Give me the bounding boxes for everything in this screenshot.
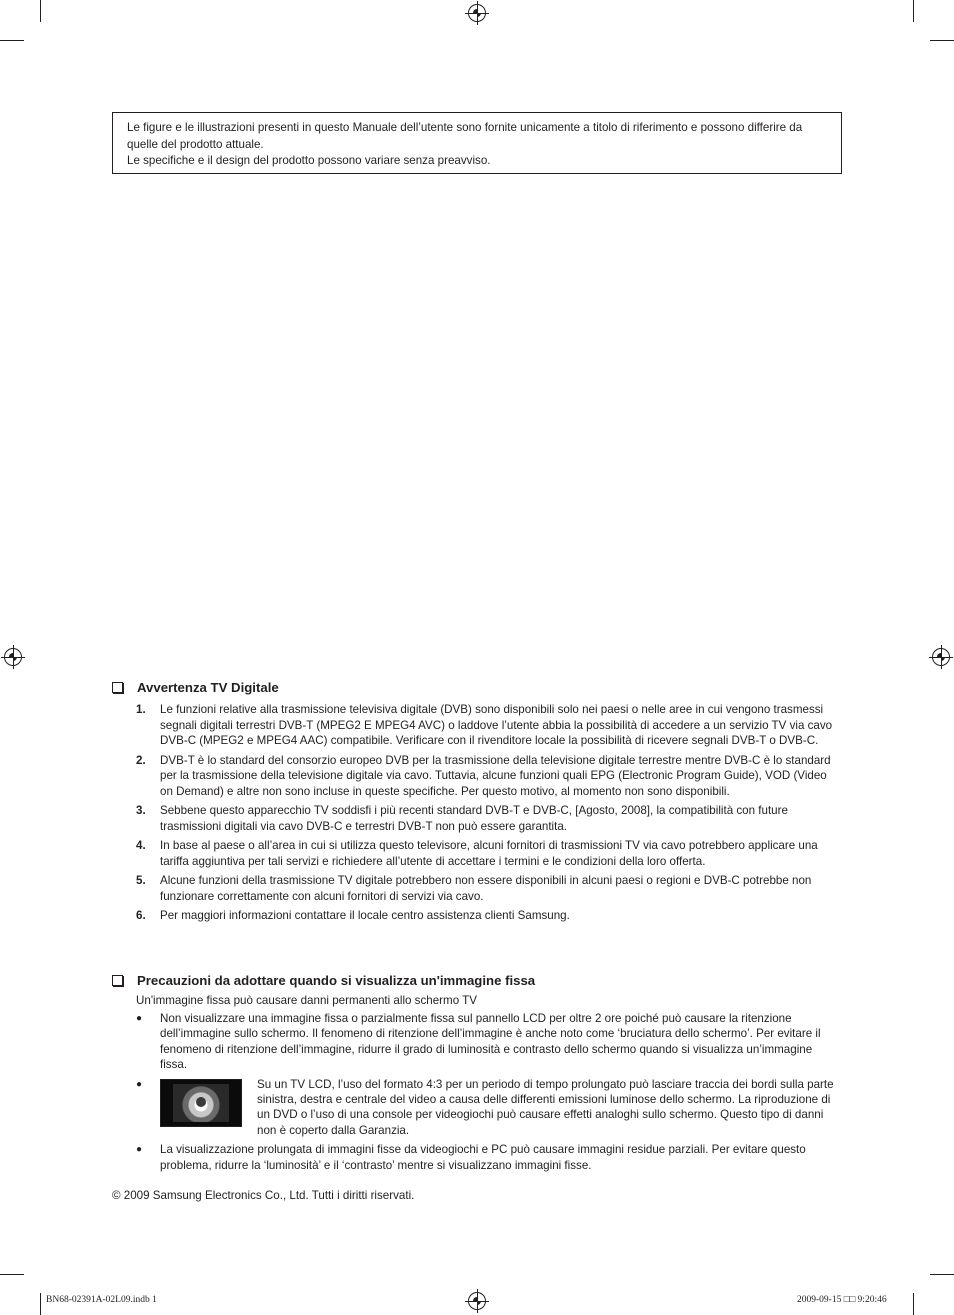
item-text: Su un TV LCD, l’uso del formato 4:3 per un periodo di tempo prolungato può lasciare traccia dei bordi sulla parte sinistra, destra e centrale del video a causa delle differenti emissioni luminose dello schermo. La riproduzione di un DVD o l’uso di una console per videogiochi può causare effetti analoghi sullo schermo. Questo tipo di danni non è coperto dalla Garanzia. [257,1077,834,1137]
list-item [136,873,842,904]
item-number: 3. [136,804,146,817]
crop-mark [930,40,954,41]
bullet-icon: ● [136,1078,143,1090]
list-item [136,702,842,749]
bullet-icon: ● [136,1013,143,1024]
crop-mark [40,1293,41,1315]
footer-timestamp: 2009-09-15 □□ 9:20:46 [797,1295,887,1305]
crop-mark [913,1293,914,1315]
crop-mark [913,0,914,22]
item-text: Non visualizzare una immagine fissa o parzialmente fissa sul pannello LCD per oltre 2 ore poiché può causare la ritenzione dell’immagine sullo schermo. Il fenomeno di ritenzione dell’immagine è anche noto come ‘bruciatura dello schermo’. Per evitare il fenomeno di ritenzione dell’immagine, ridurre il grado di luminosità e contrasto dello schermo quando si visualizza un’immagine fissa. [160,1012,821,1072]
crop-mark [0,1274,24,1275]
list-item [136,1011,842,1073]
crop-mark [40,0,41,22]
checkbox-bullet-icon [112,682,123,693]
list-item [136,908,842,924]
item-number: 4. [136,839,146,852]
checkbox-bullet-icon [112,975,123,986]
tv-still-image-illustration [160,1079,242,1127]
item-number: 1. [136,703,146,716]
item-number: 2. [136,753,146,767]
registration-mark-icon [4,648,22,666]
section-title: Precauzioni da adottare quando si visualizza un'immagine fissa [137,973,536,988]
list-item [136,1077,842,1139]
item-number: 6. [136,909,146,922]
item-text: La visualizzazione prolungata di immagini fisse da videogiochi e PC può causare immagini residue parziali. Per evitare questo problema, ridurre la ‘luminosità’ e il ‘contrasto’ mentre si visualizzano immagini fisse. [160,1143,806,1172]
disclaimer-line: Le figure e le illustrazioni presenti in questo Manuale dell’utente sono fornite unicamente a titolo di riferimento e possono differire da quelle del prodotto attuale. [127,121,803,151]
copyright-text: © 2009 Samsung Electronics Co., Ltd. Tutti i diritti riservati. [112,1189,415,1202]
list-item [136,753,842,800]
item-with-image [160,1077,842,1139]
numbered-list [136,702,842,928]
footer-filename: BN68-02391A-02L09.indb 1 [46,1295,157,1305]
registration-mark-icon [468,1292,486,1310]
item-text: DVB-T è lo standard del consorzio europeo DVB per la trasmissione della televisione digitale terrestre mentre DVB-C è lo standard per la trasmissione della televisione digitale via cavo. Tuttavia, alcune funzioni quali EPG (Electronic Program Guide), VOD (Video on Demand) e altre non sono incluse in queste specifiche. Per questo motivo, al momento non sono disponibili. [160,753,831,798]
section-intro: Un'immagine fissa può causare danni permanenti allo schermo TV [136,994,477,1007]
section-title: Avvertenza TV Digitale [137,680,279,695]
registration-mark-icon [468,4,486,22]
crop-mark [0,40,24,41]
registration-mark-icon [932,648,950,666]
list-item [136,803,842,834]
crop-mark [930,1274,954,1275]
flower-center-icon [196,1097,206,1107]
item-text: Per maggiori informazioni contattare il locale centro assistenza clienti Samsung. [160,909,570,922]
section-heading [112,680,279,695]
item-text: Sebbene questo apparecchio TV soddisfi i più recenti standard DVB-T e DVB-C, [Agosto, 2008], la compatibilità con future trasmissioni digitali via cavo DVB-C e terrestri DVB-T non può essere garantita. [160,804,788,833]
disclaimer-box [112,112,842,174]
section-heading [112,973,535,988]
disclaimer-line: Le specifiche e il design del prodotto possono variare senza preavviso. [127,154,491,167]
item-text: Alcune funzioni della trasmissione TV digitale potrebbero non essere disponibili in alcuni paesi o regioni e DVB-C potrebbe non funzionare correttamente con alcuni fornitori di servizi via cavo. [160,874,812,903]
item-text: In base al paese o all’area in cui si utilizza questo televisore, alcuni fornitori di trasmissioni TV via cavo potrebbero applicare una tariffa aggiuntiva per tali servizi e richiedere all’utente di accettare i termini e le condizioni della loro offerta. [160,839,818,868]
bullet-icon: ● [136,1144,143,1156]
bullet-list [136,1011,842,1177]
list-item [136,1142,842,1173]
list-item [136,838,842,869]
item-text: Le funzioni relative alla trasmissione televisiva digitale (DVB) sono disponibili solo nei paesi o nelle aree in cui vengono trasmessi segnali digitali terrestri DVB-T (MPEG2 E MPEG4 AVC) o laddove l’utente abbia la possibilità di accedere a un servizio TV via cavo DVB-C (MPEG2 e MPEG4 AAC) compatibile. Verificare con il rivenditore locale la possibilità di ricevere segnali DVB-T o DVB-C. [160,703,833,747]
item-number: 5. [136,874,146,887]
